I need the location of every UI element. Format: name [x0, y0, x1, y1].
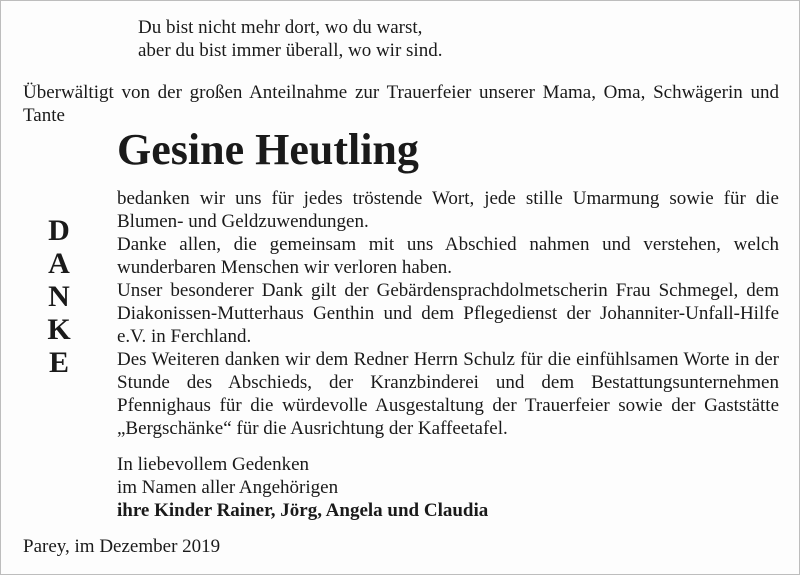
motto-line-2: aber du bist immer überall, wo wir sind.: [138, 40, 443, 61]
motto-line-1: Du bist nicht mehr dort, wo du warst,: [138, 17, 423, 38]
thanks-paragraph-2: Danke allen, die gemeinsam mit uns Abschied nahmen und verstehen, welch wunderbaren Menschen wir verloren haben.: [117, 234, 779, 278]
thanks-paragraph-4: Des Weiteren danken wir dem Redner Herrn Schulz für die einfühlsamen Worte in der Stunde des Abschieds, der Kranzbinderei und dem Bestattungsunternehmen Pfennighaus für die würdevolle Ausgestaltung der Trauerfeier sowie der Gaststätte „Bergschänke“ für die Ausrichtung der Kaffeetafel.: [117, 349, 779, 439]
danke-letter-k: K: [47, 313, 71, 346]
danke-letter-e: E: [48, 346, 69, 379]
danke-letter-a: A: [48, 247, 70, 280]
danke-letter-n: N: [48, 280, 70, 313]
thanks-body: [117, 187, 779, 440]
thanks-paragraph-3: Unser besonderer Dank gilt der Gebärdensprachdolmetscherin Frau Schmegel, dem Diakonissen-Mutterhaus Genthin und dem Pflegedienst der Johanniter-Unfall-Hilfe e.V. in Ferchland.: [117, 280, 779, 347]
place-date: Parey, im Dezember 2019: [23, 536, 221, 557]
intro-text: Überwältigt von der großen Anteilnahme zur Trauerfeier unserer Mama, Oma, Schwägerin und Tante: [23, 82, 779, 126]
danke-vertical: [39, 214, 79, 379]
signers: ihre Kinder Rainer, Jörg, Angela und Claudia: [117, 500, 489, 521]
closing: [117, 453, 488, 522]
thanks-paragraph-1: bedanken wir uns für jedes tröstende Wort, jede stille Umarmung sowie für die Blumen- und Geldzuwendungen.: [117, 188, 779, 232]
closing-line-1: In liebevollem Gedenken: [117, 454, 310, 475]
deceased-name: Gesine Heutling: [117, 125, 419, 174]
motto: [138, 16, 442, 62]
danke-letter-d: D: [48, 214, 70, 247]
closing-line-2: im Namen aller Angehörigen: [117, 477, 339, 498]
